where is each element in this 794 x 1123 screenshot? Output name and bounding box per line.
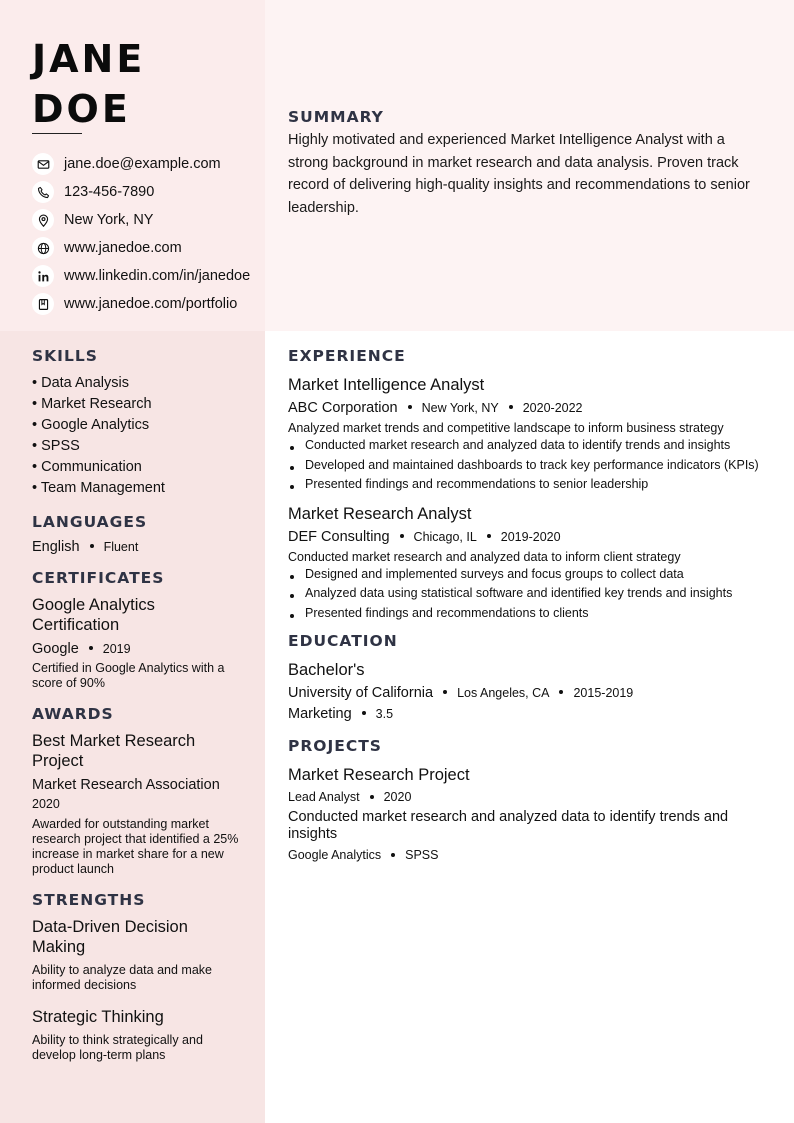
job-title: Market Research Analyst [288,504,472,523]
job-company: DEF Consulting [288,528,390,545]
linkedin-text: www.linkedin.com/in/janedoe [64,268,251,284]
separator-dot [443,690,447,694]
bookmark-icon [32,293,54,315]
skills-heading: SKILLS [32,347,98,365]
job-bullet: Developed and maintained dashboards to track key performance indicators (KPIs) [288,458,768,473]
certificate-meta [32,641,242,657]
education-field: Marketing [288,706,352,722]
job-location: Chicago, IL [413,529,477,544]
separator-dot [90,544,94,548]
job-bullet: Presented findings and recommendations to clients [288,606,768,621]
job-bullet: Designed and implemented surveys and focus groups to collect data [288,567,768,582]
project-role: Lead Analyst [288,790,360,804]
contact-list [32,150,272,318]
education-meta [288,684,768,702]
project-tool: Google Analytics [288,848,382,862]
summary-section [288,108,768,220]
experience-item [288,375,768,492]
job-bullets [288,438,768,492]
location-text: New York, NY [64,212,154,228]
summary-text: Highly motivated and experienced Market Intelligence Analyst with a strong background in market research and data analysis. Proven track record of delivering high-quality insights and recommendations to senior leadership. [288,132,750,217]
skills-section [32,347,242,499]
phone-text: 123-456-7890 [64,184,155,200]
award-description: Awarded for outstanding market research project that identified a 25% increase in market share for a new product launch [32,817,239,876]
portfolio-text: www.janedoe.com/portfolio [64,296,238,312]
candidate-name [32,34,145,134]
job-title: Market Intelligence Analyst [288,376,485,394]
experience-heading: EXPERIENCE [288,347,406,365]
job-dates: 2020-2022 [522,401,583,415]
job-description: Analyzed market trends and competitive landscape to inform business strategy [288,421,724,435]
language-item [32,539,242,555]
skill-item: • SPSS [32,438,80,454]
contact-location [32,206,272,234]
email-text: jane.doe@example.com [64,156,221,172]
separator-dot [408,405,412,409]
certificate-description: Certified in Google Analytics with a score of 90% [32,661,225,690]
education-heading: EDUCATION [288,632,398,650]
main-column [288,347,768,871]
experience-item [288,504,768,621]
certificates-heading: CERTIFICATES [32,569,165,587]
certificate-year: 2019 [102,642,131,656]
sidebar [32,347,242,1077]
project-tools [288,847,768,863]
contact-website[interactable] [32,234,272,262]
job-description: Conducted market research and analyzed data to inform client strategy [288,549,681,564]
strength-description: Ability to analyze data and make informed decisions [32,963,212,992]
language-name: English [32,539,80,555]
globe-icon [32,237,54,259]
award-year: 2020 [32,797,60,811]
project-description: Conducted market research and analyzed data to identify trends and insights [288,809,729,842]
separator-dot [391,853,395,857]
phone-icon [32,181,54,203]
first-name: JANE [32,37,146,81]
award-title: Best Market Research Project [32,732,196,770]
job-location: New York, NY [421,401,499,415]
separator-dot [370,795,374,799]
skill-item: • Market Research [32,396,152,412]
separator-dot [509,405,513,409]
linkedin-icon [32,265,54,287]
projects-section [288,737,768,863]
project-tool: SPSS [405,848,439,862]
experience-section [288,347,768,620]
strength-title: Strategic Thinking [32,1008,164,1026]
education-school: University of California [288,685,434,701]
contact-linkedin[interactable] [32,262,272,290]
project-year: 2020 [383,790,412,804]
awards-heading: AWARDS [32,705,114,723]
awards-section [32,705,242,877]
strengths-section [32,891,242,1063]
projects-heading: PROJECTS [288,737,382,755]
education-section [288,632,768,723]
name-divider [32,133,82,134]
separator-dot [89,646,93,650]
skill-item: • Data Analysis [32,375,129,391]
education-degree: Bachelor's [288,661,365,679]
certificate-title: Google Analytics Certification [32,596,155,634]
languages-section [32,513,242,555]
website-text: www.janedoe.com [64,240,182,256]
education-dates: 2015-2019 [573,686,634,700]
award-issuer: Market Research Association [32,777,220,793]
separator-dot [400,534,404,538]
certificates-section [32,569,242,691]
job-bullets [288,567,768,621]
last-name: DOE [32,87,131,131]
skill-item: • Communication [32,459,142,475]
job-meta [288,528,768,546]
job-company: ABC Corporation [288,400,398,416]
education-field-meta [288,705,768,723]
project-meta [288,789,768,805]
languages-heading: LANGUAGES [32,513,148,531]
job-dates: 2019-2020 [500,529,561,544]
separator-dot [362,711,366,715]
education-gpa: 3.5 [375,707,394,721]
separator-dot [559,690,563,694]
certificate-issuer: Google [32,641,79,657]
language-level: Fluent [103,540,139,554]
skill-item: • Team Management [32,480,165,496]
skill-item: • Google Analytics [32,417,150,433]
location-pin-icon [32,209,54,231]
separator-dot [487,534,491,538]
contact-email[interactable] [32,150,272,178]
mail-icon [32,153,54,175]
summary-heading: SUMMARY [288,108,384,126]
job-bullet: Presented findings and recommendations to senior leadership [288,477,768,492]
education-location: Los Angeles, CA [457,686,550,700]
project-title: Market Research Project [288,766,470,784]
job-meta [288,399,768,417]
contact-phone[interactable] [32,178,272,206]
job-bullet: Analyzed data using statistical software and identified key trends and insights [288,586,768,601]
strength-title: Data-Driven Decision Making [32,918,188,956]
contact-portfolio[interactable] [32,290,272,318]
strengths-heading: STRENGTHS [32,891,146,909]
job-bullet: Conducted market research and analyzed data to identify trends and insights [288,438,768,453]
strength-description: Ability to think strategically and develop long-term plans [32,1033,203,1062]
